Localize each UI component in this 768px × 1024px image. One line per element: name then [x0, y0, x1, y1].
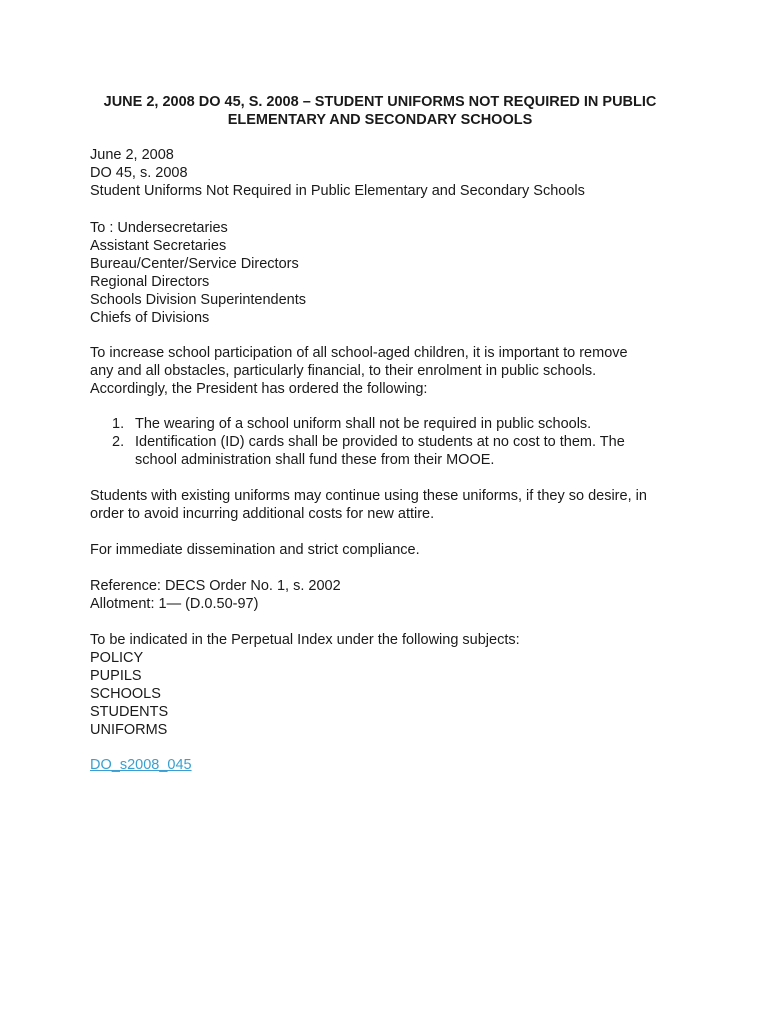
list-item [90, 433, 690, 469]
reference-line: Reference: DECS Order No. 1, s. 2002 [90, 578, 341, 594]
list-item [90, 415, 690, 433]
dissemination-paragraph [90, 541, 690, 559]
recipient: Schools Division Superintendents [90, 292, 307, 308]
paragraph-line: To increase school participation of all school-aged children, it is important to remove [90, 345, 628, 361]
subject-item: STUDENTS [90, 704, 169, 720]
list-item-text: The wearing of a school uniform shall not be required in public schools. [135, 416, 592, 432]
document-title [80, 93, 680, 129]
paragraph-line: Accordingly, the President has ordered the following: [90, 381, 428, 397]
list-item-text: Identification (ID) cards shall be provided to students at no cost to them. The [135, 434, 625, 450]
order-subject: Student Uniforms Not Required in Public Elementary and Secondary Schools [90, 183, 585, 199]
list-number: 1. [112, 416, 125, 432]
order-date: June 2, 2008 [90, 147, 174, 163]
allotment-line: Allotment: 1— (D.0.50-97) [90, 596, 259, 612]
reference-block [90, 577, 690, 613]
list-number: 2. [112, 434, 125, 450]
subject-item: SCHOOLS [90, 686, 161, 702]
index-block [90, 631, 690, 739]
existing-uniforms-paragraph [90, 487, 690, 523]
subject-item: PUPILS [90, 668, 142, 684]
paragraph-line: any and all obstacles, particularly financial, to their enrolment in public schools. [90, 363, 597, 379]
recipients-block [90, 219, 690, 327]
paragraph-line: For immediate dissemination and strict compliance. [90, 542, 420, 558]
do-document-link[interactable]: DO_s2008_045 [90, 757, 192, 773]
recipient: Bureau/Center/Service Directors [90, 256, 299, 272]
link-block [90, 756, 690, 774]
paragraph-line: Students with existing uniforms may continue using these uniforms, if they so desire, in [90, 488, 647, 504]
index-intro: To be indicated in the Perpetual Index under the following subjects: [90, 632, 520, 648]
title-line: ELEMENTARY AND SECONDARY SCHOOLS [227, 112, 533, 128]
orders-list [90, 415, 690, 469]
list-item-text: school administration shall fund these from their MOOE. [135, 452, 495, 468]
subject-item: POLICY [90, 650, 144, 666]
intro-paragraph [90, 344, 690, 398]
recipient: Chiefs of Divisions [90, 310, 210, 326]
header-block [90, 146, 690, 200]
recipient: Assistant Secretaries [90, 238, 227, 254]
subject-item: UNIFORMS [90, 722, 168, 738]
title-line: JUNE 2, 2008 DO 45, S. 2008 – STUDENT UNIFORMS NOT REQUIRED IN PUBLIC [103, 94, 657, 110]
recipient: Regional Directors [90, 274, 210, 290]
order-number: DO 45, s. 2008 [90, 165, 188, 181]
paragraph-line: order to avoid incurring additional costs for new attire. [90, 506, 435, 522]
recipient: To : Undersecretaries [90, 220, 228, 236]
